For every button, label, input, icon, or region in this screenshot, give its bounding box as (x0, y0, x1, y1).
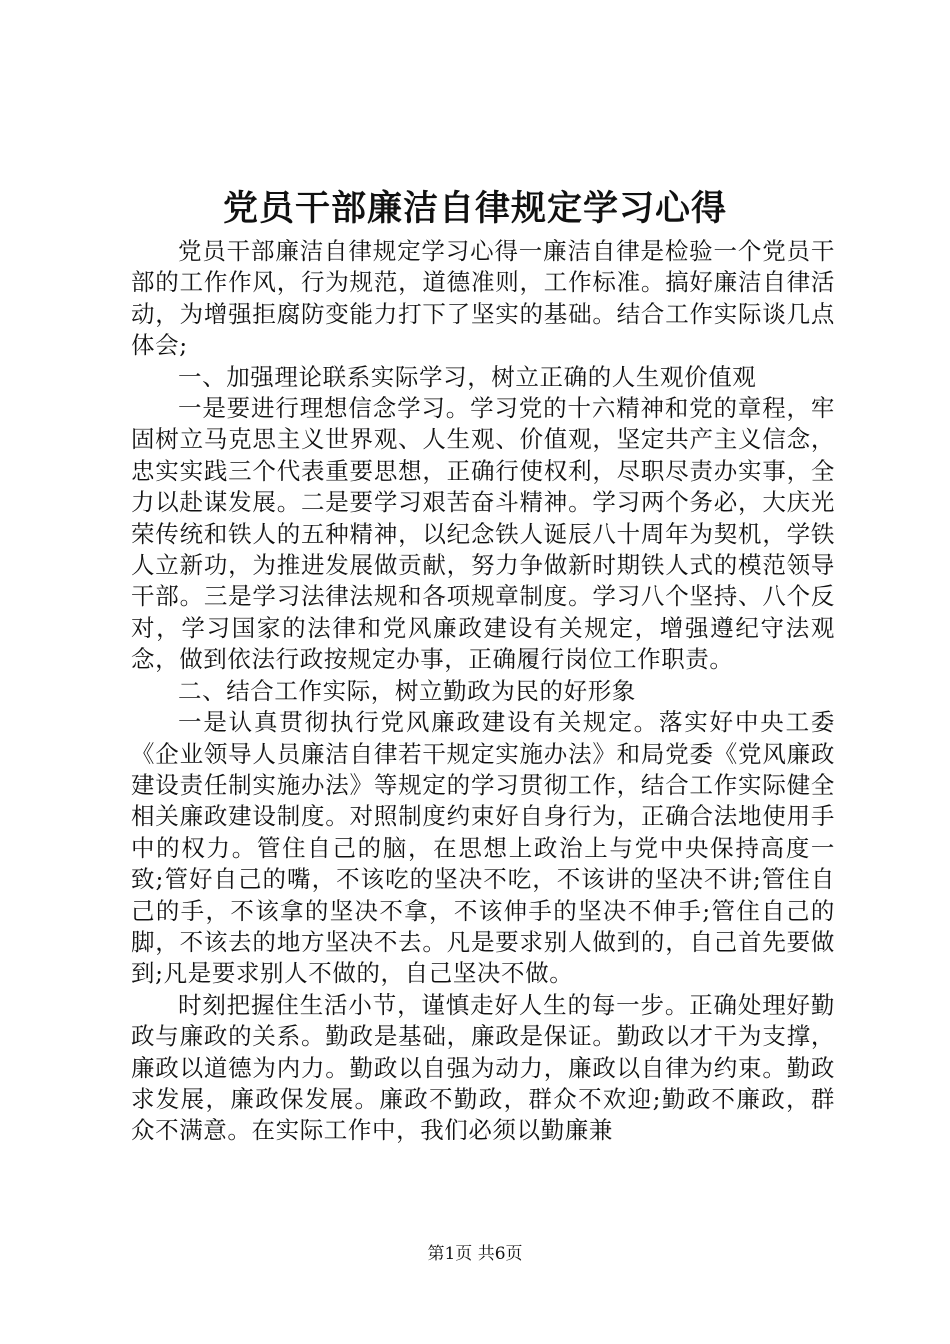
paragraph-section-2a: 一是认真贯彻执行党风廉政建设有关规定。落实好中央工委《企业领导人员廉洁自律若干规定实施办法》和局党委《党风廉政建设责任制实施办法》等规定的学习贯彻工作，结合工作实际健全相关廉政建设制度。对照制度约束好自身行为，正确合法地使用手中的权力。管住自己的脑，在思想上政治上与党中央保持高度一致;管好自己的嘴，不该吃的坚决不吃，不该讲的坚决不讲;管住自己的手，不该拿的坚决不拿，不该伸手的坚决不伸手;管住自己的脚，不该去的地方坚决不去。凡是要求别人做到的，自己首先要做到;凡是要求别人不做的，自己坚决不做。 (131, 708, 835, 988)
document-body (131, 236, 835, 1147)
paragraph-intro: 党员干部廉洁自律规定学习心得一廉洁自律是检验一个党员干部的工作作风，行为规范，道德准则，工作标准。搞好廉洁自律活动，为增强拒腐防变能力打下了坚实的基础。结合工作实际谈几点体会; (131, 237, 835, 360)
section-heading-2: 二、结合工作实际，树立勤政为民的好形象 (178, 676, 636, 705)
document-title: 党员干部廉洁自律规定学习心得 (222, 188, 727, 229)
paragraph-section-2b: 时刻把握住生活小节，谨慎走好人生的每一步。正确处理好勤政与廉政的关系。勤政是基础，廉政是保证。勤政以才干为支撑，廉政以道德为内力。勤政以自强为动力，廉政以自律为约束。勤政求发展，廉政保发展。廉政不勤政，群众不欢迎;勤政不廉政，群众不满意。在实际工作中，我们必须以勤廉兼 (131, 990, 835, 1145)
page-number-footer: 第1页 共6页 (427, 1244, 523, 1264)
section-heading-1: 一、加强理论联系实际学习，树立正确的人生观价值观 (178, 362, 757, 391)
paragraph-section-1: 一是要进行理想信念学习。学习党的十六精神和党的章程，牢固树立马克思主义世界观、人生观、价值观，坚定共产主义信念，忠实实践三个代表重要思想，正确行使权利，尽职尽责办实事，全力以赴谋发展。二是要学习艰苦奋斗精神。学习两个务必，大庆光荣传统和铁人的五种精神，以纪念铁人诞辰八十周年为契机，学铁人立新功，为推进发展做贡献，努力争做新时期铁人式的模范领导干部。三是学习法律法规和各项规章制度。学习八个坚持、八个反对，学习国家的法律和党风廉政建设有关规定，增强遵纪守法观念，做到依法行政按规定办事，正确履行岗位工作职责。 (131, 394, 835, 674)
